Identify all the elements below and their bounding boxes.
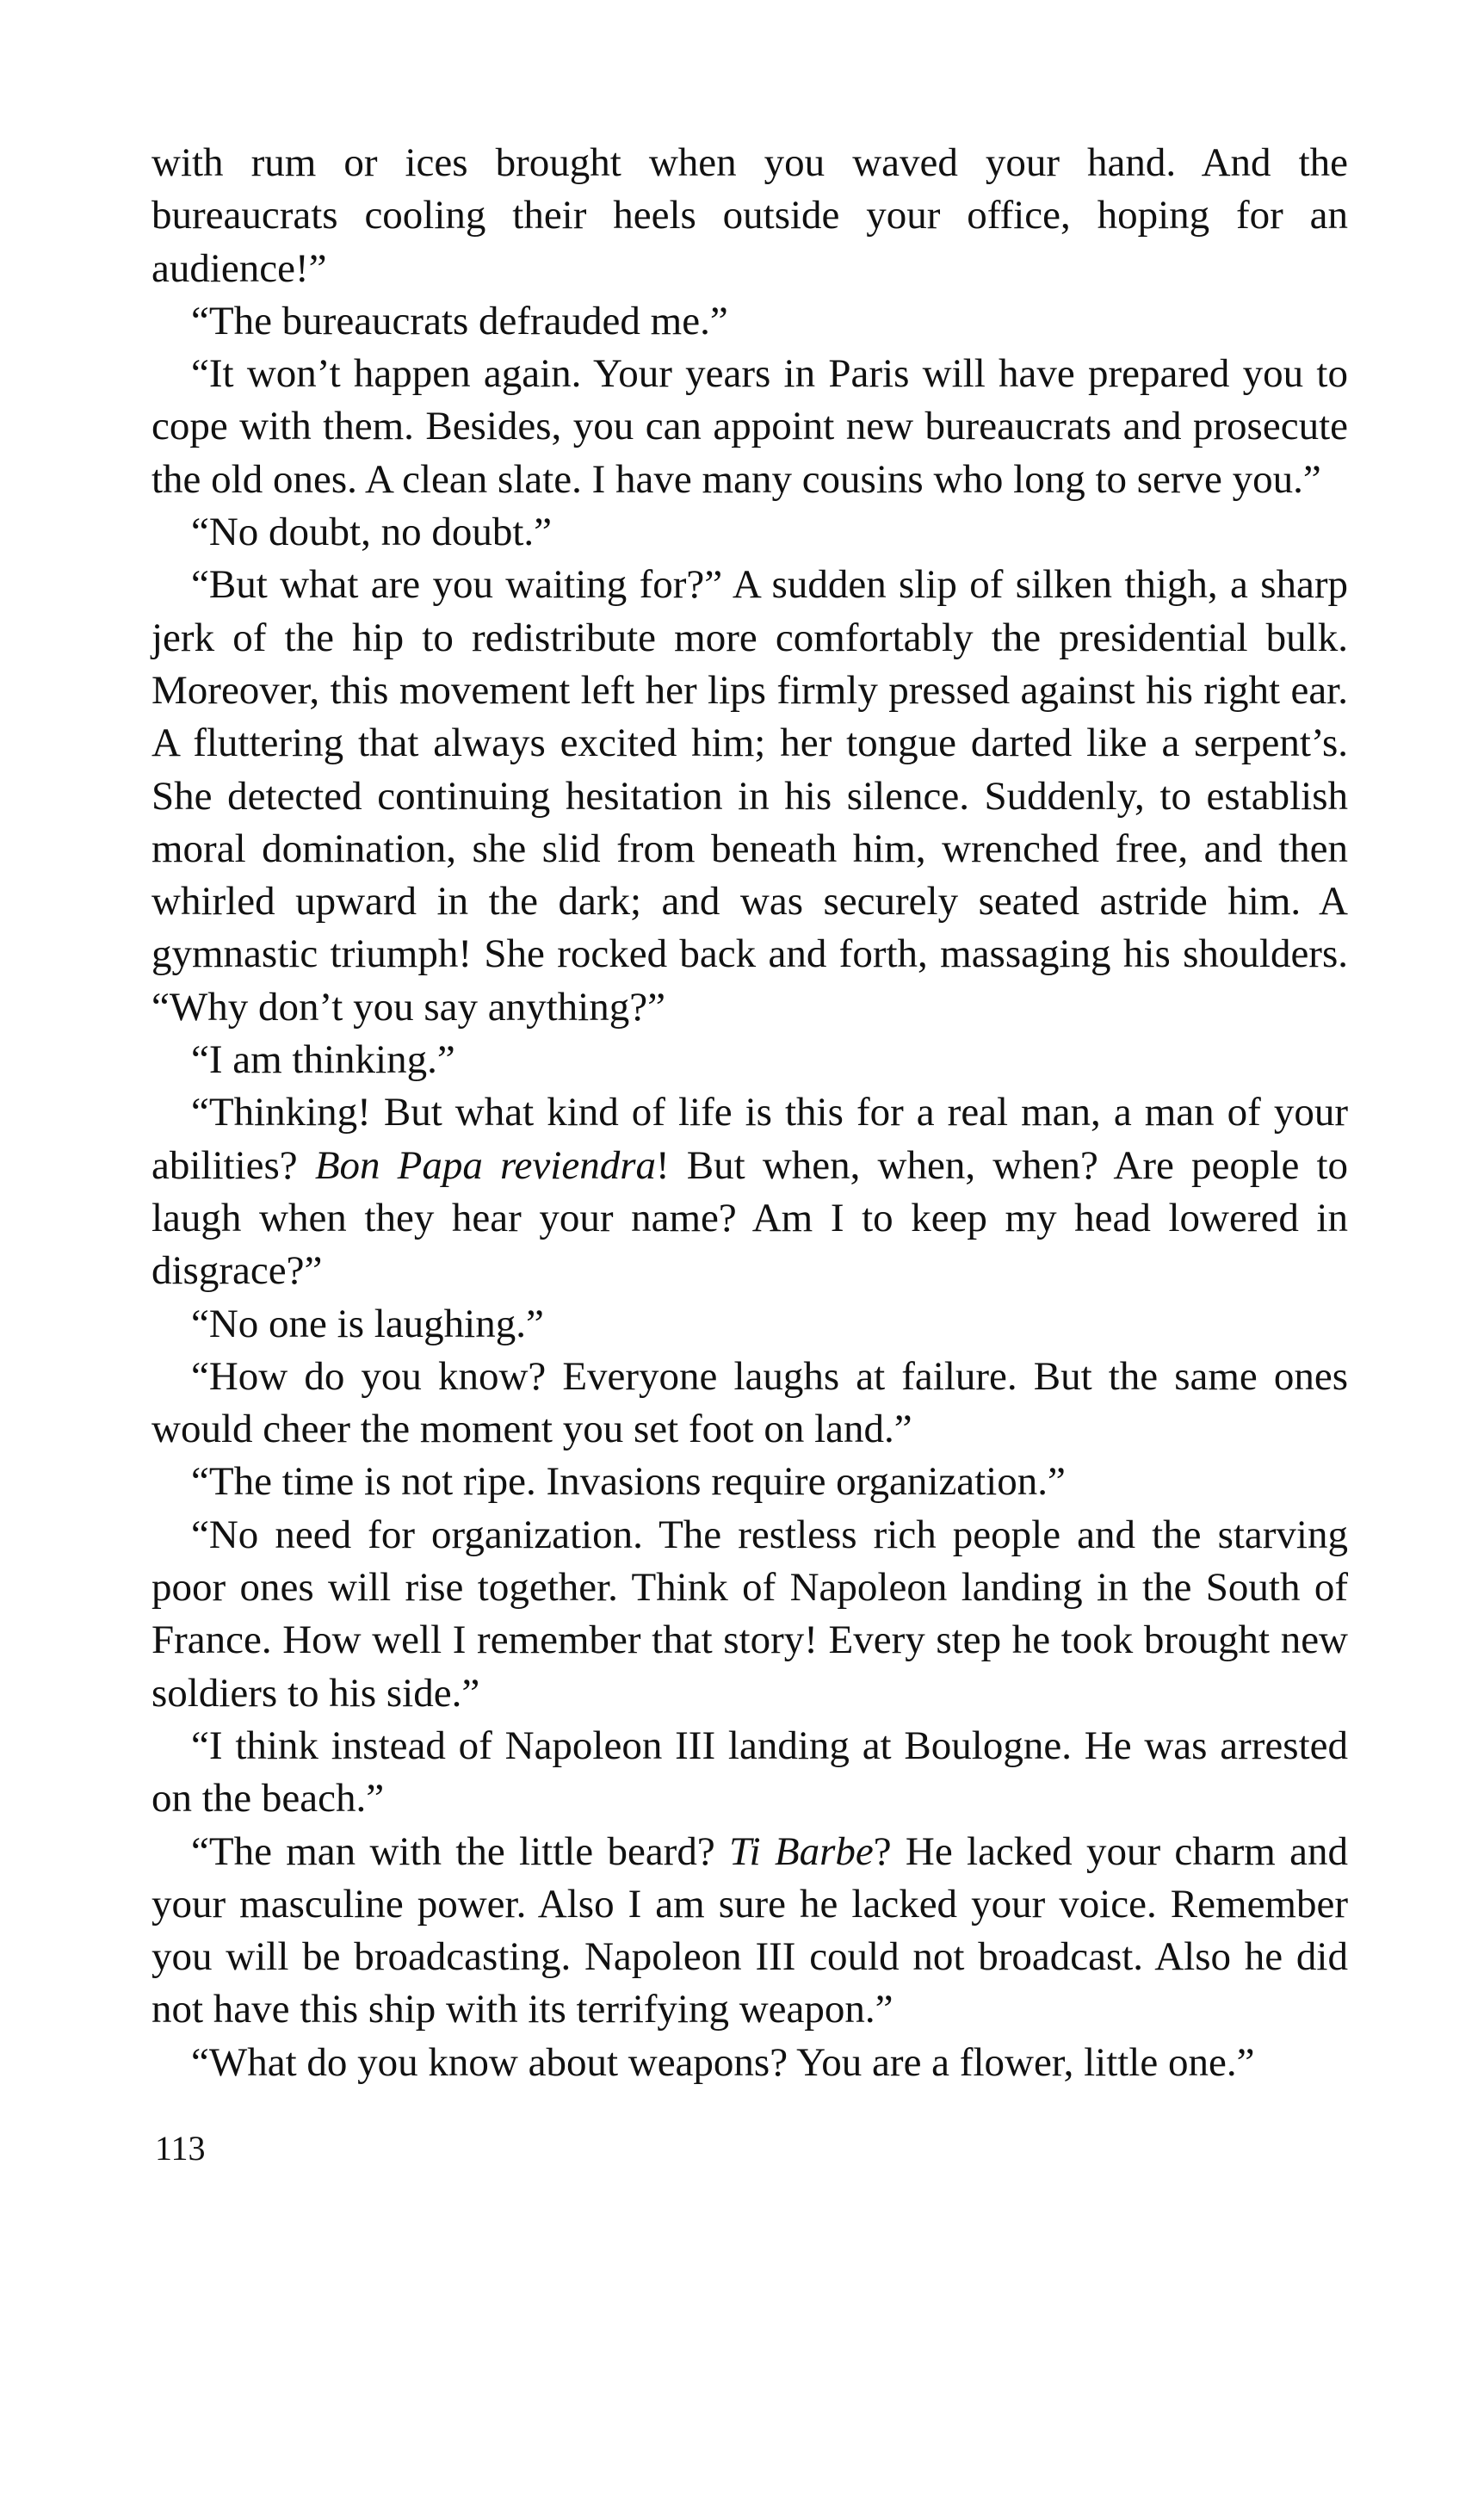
text-segment: with rum or ices brought when you waved your hand. And the bureaucrats cooling their heels outside your office, hoping for an audience!”	[151, 140, 1348, 291]
text-segment: ! But when, when, when? Are people to laugh when they hear your name? Am I to keep my head lowered in disgrace?”	[151, 1142, 1348, 1294]
text-segment: “I think instead of Napoleon III landing at Boulogne. He was arrested on the beach.”	[151, 1723, 1348, 1822]
text-segment: “The time is not ripe. Invasions require organization.”	[191, 1459, 1066, 1505]
paragraph	[151, 1509, 1348, 1720]
text-segment: “But what are you waiting for?” A sudden slip of silken thigh, a sharp jerk of the hip to redistribute more comfortably the presidential bulk. Moreover, this movement left her lips firmly pressed against his right ear. A fluttering that always excited him; her tongue darted like a serpent’s. She detected continuing hesitation in his silence. Suddenly, to establish moral domination, she slid from beneath him, wrenched free, and then whirled upward in the dark; and was securely seated astride him. A gymnastic triumph! She rocked back and forth, massaging his shoulders. “Why don’t you say anything?”	[151, 562, 1348, 1030]
text-segment: “The man with the little beard?	[191, 1828, 729, 1874]
text-segment: “No one is laughing.”	[191, 1301, 544, 1346]
text-segment: “No need for organization. The restless rich people and the starving poor ones will rise together. Think of Napoleon landing in the South of France. How well I remember that story! Every step he took brought new soldiers to his side.”	[151, 1512, 1348, 1716]
italic-phrase: Ti Barbe	[729, 1828, 874, 1874]
paragraph	[151, 2037, 1348, 2089]
paragraph	[151, 1086, 1348, 1297]
paragraph	[151, 1298, 1348, 1351]
text-segment: “Thinking! But what kind of life is this for a real man, a man of your abilities?	[151, 1090, 1348, 1188]
paragraph	[151, 506, 1348, 559]
paragraph	[151, 1720, 1348, 1826]
page-number: 113	[155, 2129, 206, 2168]
paragraph	[151, 1351, 1348, 1457]
text-segment: “What do you know about weapons? You are a flower, little one.”	[191, 2039, 1255, 2085]
paragraph	[151, 1034, 1348, 1086]
paragraph	[151, 137, 1348, 295]
body-text	[151, 137, 1348, 2089]
text-segment: “No doubt, no doubt.”	[191, 510, 553, 555]
text-segment: ? He lacked your charm and your masculine power. Also I am sure he lacked your voice. Remember you will be broadcasting. Napoleon III could not broadcast. Also he did not have this ship with its terrifying weapon.”	[151, 1828, 1348, 2032]
text-segment: “It won’t happen again. Your years in Paris will have prepared you to cope with them. Besides, you can appoint new bureaucrats and prosecute the old ones. A clean slate. I have many cousins who long to serve you.”	[151, 351, 1348, 502]
paragraph	[151, 559, 1348, 1034]
text-segment: “The bureaucrats defrauded me.”	[191, 298, 728, 343]
paragraph	[151, 348, 1348, 506]
italic-phrase: Bon Papa reviendra	[314, 1142, 656, 1188]
paragraph	[151, 295, 1348, 348]
text-segment: “How do you know? Everyone laughs at failure. But the same ones would cheer the moment you set foot on land.”	[151, 1353, 1348, 1452]
text-segment: “I am thinking.”	[191, 1037, 455, 1083]
paragraph	[151, 1826, 1348, 2037]
paragraph	[151, 1456, 1348, 1508]
